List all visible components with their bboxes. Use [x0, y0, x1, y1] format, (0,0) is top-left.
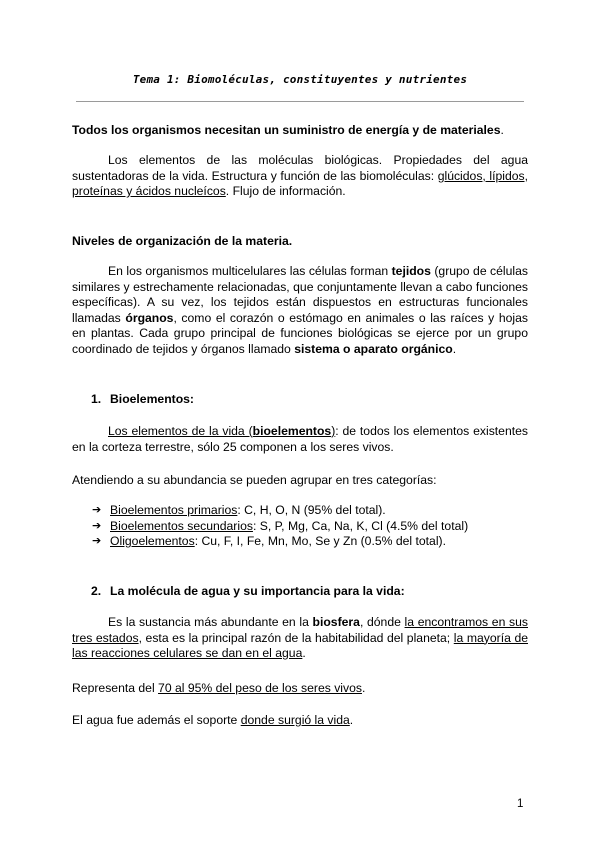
list-item-detail: : Cu, F, I, Fe, Mn, Mo, Se y Zn (0.5% del total). [194, 534, 446, 548]
term-biosfera: biosfera [312, 615, 360, 629]
section-1-title: Bioelementos: [110, 392, 194, 406]
arrow-icon: ➔ [92, 504, 102, 516]
agua-text-3: , esta es la principal razón de la habitabilidad del planeta; [138, 630, 454, 645]
section-2-title: La molécula de agua y su importancia para la vida: [110, 584, 405, 598]
bioelementos-definition [108, 424, 335, 438]
section-1-number: 1. [91, 392, 102, 406]
term-sistema: sistema o aparato orgánico [294, 341, 453, 356]
list-item-term: Oligoelementos [110, 534, 195, 548]
list-item-term: Bioelementos primarios [110, 503, 238, 517]
niveles-text-4: . [452, 341, 457, 356]
bioelementos-paragraph [72, 424, 528, 455]
agua-peso-paragraph [72, 681, 528, 697]
agua-tres-estados: la encontramos en sus tres estados [72, 615, 528, 645]
peso-text-b: . [361, 681, 366, 695]
arrow-icon: ➔ [92, 519, 102, 532]
agua-text-2: , dónde [359, 615, 405, 629]
bioelement-list [72, 503, 528, 550]
intro-heading-period: . [500, 123, 504, 137]
intro-text-a: Los elementos de las moléculas biológicas. Propiedades del agua sustentadoras de la vida. Estructura y función de las biomoléculas: [72, 153, 528, 183]
intro-text-b: . Flujo de información. [225, 184, 346, 198]
intro-heading [72, 123, 528, 139]
term-bioelementos: bioelementos [252, 424, 332, 438]
term-tejidos: tejidos [391, 264, 431, 278]
list-item-detail: : S, P, Mg, Ca, Na, K, Cl (4.5% del total) [252, 518, 469, 533]
list-item-term: Bioelementos secundarios [110, 518, 253, 533]
definition-text-b: ) [331, 424, 336, 438]
arrow-icon: ➔ [92, 535, 102, 547]
document-title: Tema 1: Biomoléculas, constituyentes y nutrientes [132, 73, 468, 86]
title-divider [76, 101, 524, 102]
term-organos: órganos [125, 310, 174, 325]
biomolecules-list: glúcidos, lípidos, proteínas y ácidos nucleícos [72, 168, 528, 198]
definition-text-a: Los elementos de la vida ( [108, 424, 253, 438]
categorias-paragraph: Atendiendo a su abundancia se pueden agrupar en tres categorías: [72, 473, 437, 487]
list-item [72, 519, 528, 535]
list-item [72, 503, 528, 519]
agua-paragraph [72, 615, 528, 662]
bioelementos-text: : de todos los elementos existentes en la corteza terrestre, sólo 25 componen a los seres vivos. [72, 424, 528, 454]
section-2-number: 2. [91, 584, 102, 598]
niveles-text-2: (grupo de células similares y estrechamente relacionadas, que conjuntamente llevan a cabo funciones específicas). A su vez, los tejidos están dispuestos en estructuras funcionales llamadas [72, 264, 528, 325]
vida-text-b: . [349, 713, 354, 727]
agua-text-1: Es la sustancia más abundante en la [108, 615, 313, 629]
page-number: 1 [517, 798, 524, 810]
intro-paragraph [72, 153, 528, 200]
vida-text-a: El agua fue además el soporte [72, 713, 241, 727]
agua-text-4: . [302, 646, 306, 660]
niveles-text-1: En los organismos multicelulares las células forman [108, 264, 392, 278]
section-1-heading [91, 392, 528, 408]
peso-value: 70 al 95% del peso de los seres vivos [158, 681, 362, 695]
niveles-paragraph [72, 264, 528, 357]
list-item [72, 534, 528, 550]
peso-text-a: Representa del [72, 681, 159, 695]
vida-origin: donde surgió la vida [240, 713, 350, 727]
niveles-heading: Niveles de organización de la materia. [72, 234, 293, 248]
section-2-heading [91, 584, 528, 600]
niveles-text-3: , como el corazón o estómago en animales o las raíces y hojas en plantas. Cada grupo principal de funciones biológicas se ejerce por un grupo coordinado de tejidos y órganos llamado [72, 310, 528, 356]
list-item-detail: : C, H, O, N (95% del total). [237, 503, 386, 517]
agua-vida-paragraph [72, 713, 528, 729]
agua-reacciones: la mayoría de las reacciones celulares se dan en el agua [72, 630, 528, 660]
intro-heading-text: Todos los organismos necesitan un suministro de energía y de materiales [72, 123, 501, 137]
